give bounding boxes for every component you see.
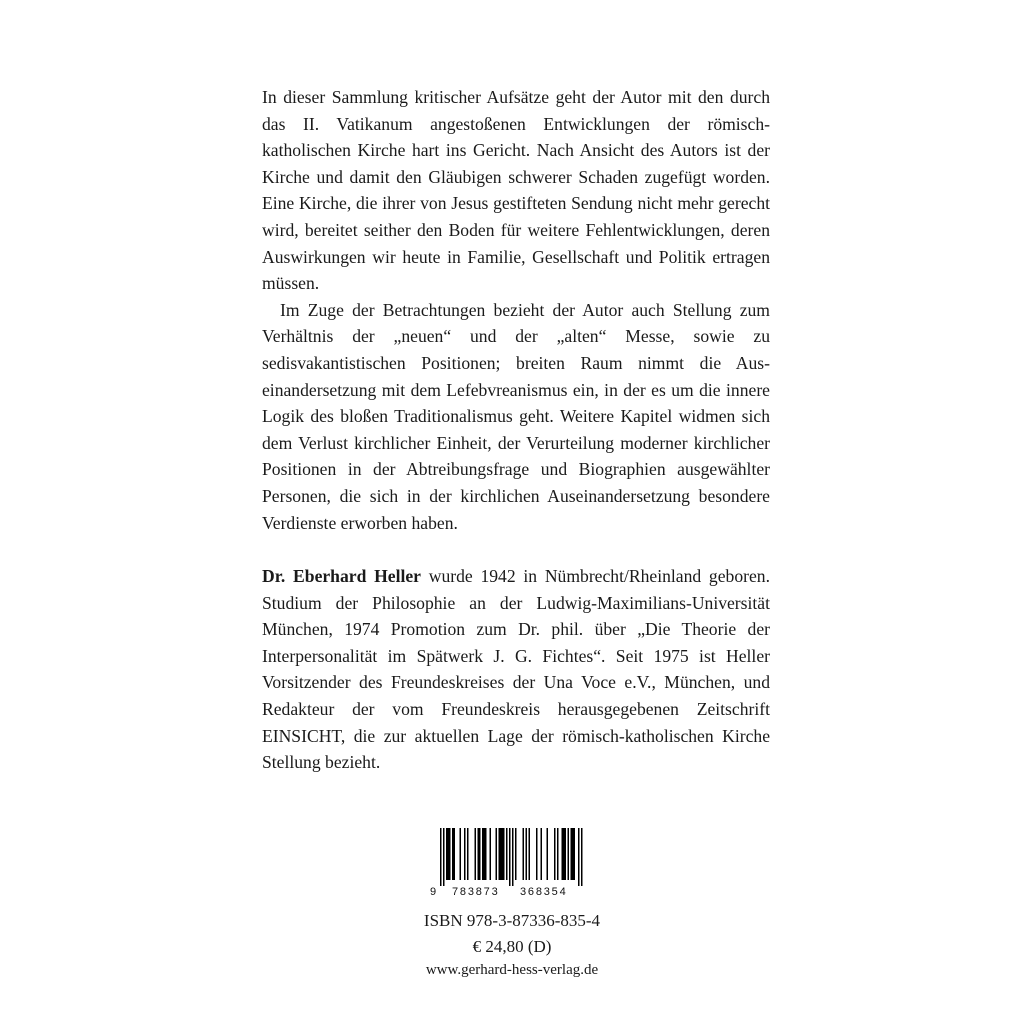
barcode-bar [515,828,517,880]
barcode-bar [578,828,580,886]
barcode-bar [499,828,501,880]
text-column [262,84,770,776]
barcode-bar [479,828,481,880]
barcode-bar [443,828,445,886]
barcode-bar [547,828,549,880]
author-bio [262,563,770,776]
barcode-digits-right: 368354 [520,886,568,898]
barcode-bar [448,828,450,880]
barcode-bar [581,828,583,886]
barcode-bar [574,828,576,880]
barcode-bar [482,828,484,880]
barcode-bar [490,828,492,880]
barcode-bar [475,828,477,880]
barcode-bar [557,828,559,880]
barcode-bar [536,828,538,880]
isbn-barcode [428,826,590,904]
barcode-bar [467,828,469,880]
barcode-bar [478,828,480,880]
barcode-bar [529,828,531,880]
barcode-bar [526,828,528,880]
barcode-bar [562,828,564,880]
barcode-bar [554,828,556,880]
barcode-bar [572,828,574,880]
barcode-bar [460,828,462,880]
isbn-text: ISBN 978-3-87336-835-4 [423,911,601,930]
barcode-bar [485,828,487,880]
barcode-bar [509,828,511,886]
barcode-bar [512,828,514,886]
blurb-paragraph-1: In dieser Sammlung kritischer Aufsätze geht der Autor mit den durch das II. Vatikanum angestoßenen Entwicklungen der römisch-katholischen Kirche hart ins Gericht. Nach Ansicht des Autors ist der Kirche und damit den Gläubigen schwerer Schaden zugefügt worden. Eine Kirche, die ihrer von Jesus gestifteten Sendung nicht mehr gerecht wird, bereitet seither den Boden für weitere Fehlentwicklungen, deren Auswirkungen wir heute in Familie, Gesellschaft und Politik ertragen müssen. [262,87,770,294]
barcode-bar [523,828,525,880]
barcode-bar [500,828,502,880]
barcode-bar [502,828,504,880]
barcode-bar [440,828,442,886]
barcode-bar [541,828,543,880]
barcode-bar [464,828,466,880]
barcode-bar [446,828,448,880]
barcode-digits-left: 783873 [452,886,500,898]
barcode-bar [454,828,456,880]
barcode-bar [496,828,498,880]
barcode-bar [484,828,486,880]
barcode-bar [563,828,565,880]
price-text: € 24,80 (D) [472,937,552,956]
author-bio-text: wurde 1942 in Nümbrecht/Rheinland geboren. Studium der Philosophie an der Ludwig-Maximilians-Universität München, 1974 Promotion zum Dr. phil. über „Die Theorie der Interpersonalität im Spätwerk J. G. Fichtes“. Seit 1975 ist Heller Vorsitzender des Freundeskreises der Una Voce e.V., München, und Redakteur der vom Freundeskreis herausgegebenen Zeitschrift EINSICHT, die zur aktuellen Lage der römisch-katholischen Kirche Stellung bezieht. [262,566,770,773]
barcode-bar [449,828,451,880]
barcode-bar [565,828,567,880]
barcode-bar [506,828,508,880]
author-name: Dr. Eberhard Heller [262,566,421,587]
barcode-bar [571,828,573,880]
barcode-bars [428,826,590,886]
barcode-digit-first: 9 [430,886,437,898]
barcode-bar [503,828,505,880]
barcode-bar [452,828,454,880]
publisher-website: www.gerhard-hess-verlag.de [425,962,599,978]
blurb-paragraph-2: Im Zuge der Betrachtungen bezieht der Autor auch Stellung zum Verhältnis der „neuen“ und der „alten“ Messe, sowie zu sedisvakantistischen Positionen; breiten Raum nimmt die Auseinandersetzung mit dem Lefebvreanismus ein, in der es um die innere Logik des bloßen Traditionalismus geht. Weitere Kapitel widmen sich dem Verlust kirchlicher Einheit, der Verurteilung moderner kirchlicher Positionen in der Abtreibungsfrage und Biographien ausgewählter Personen, die sich in der kirchlichen Auseinandersetzung besondere Verdienste erworben haben. [262,299,770,533]
barcode-bar [568,828,570,880]
